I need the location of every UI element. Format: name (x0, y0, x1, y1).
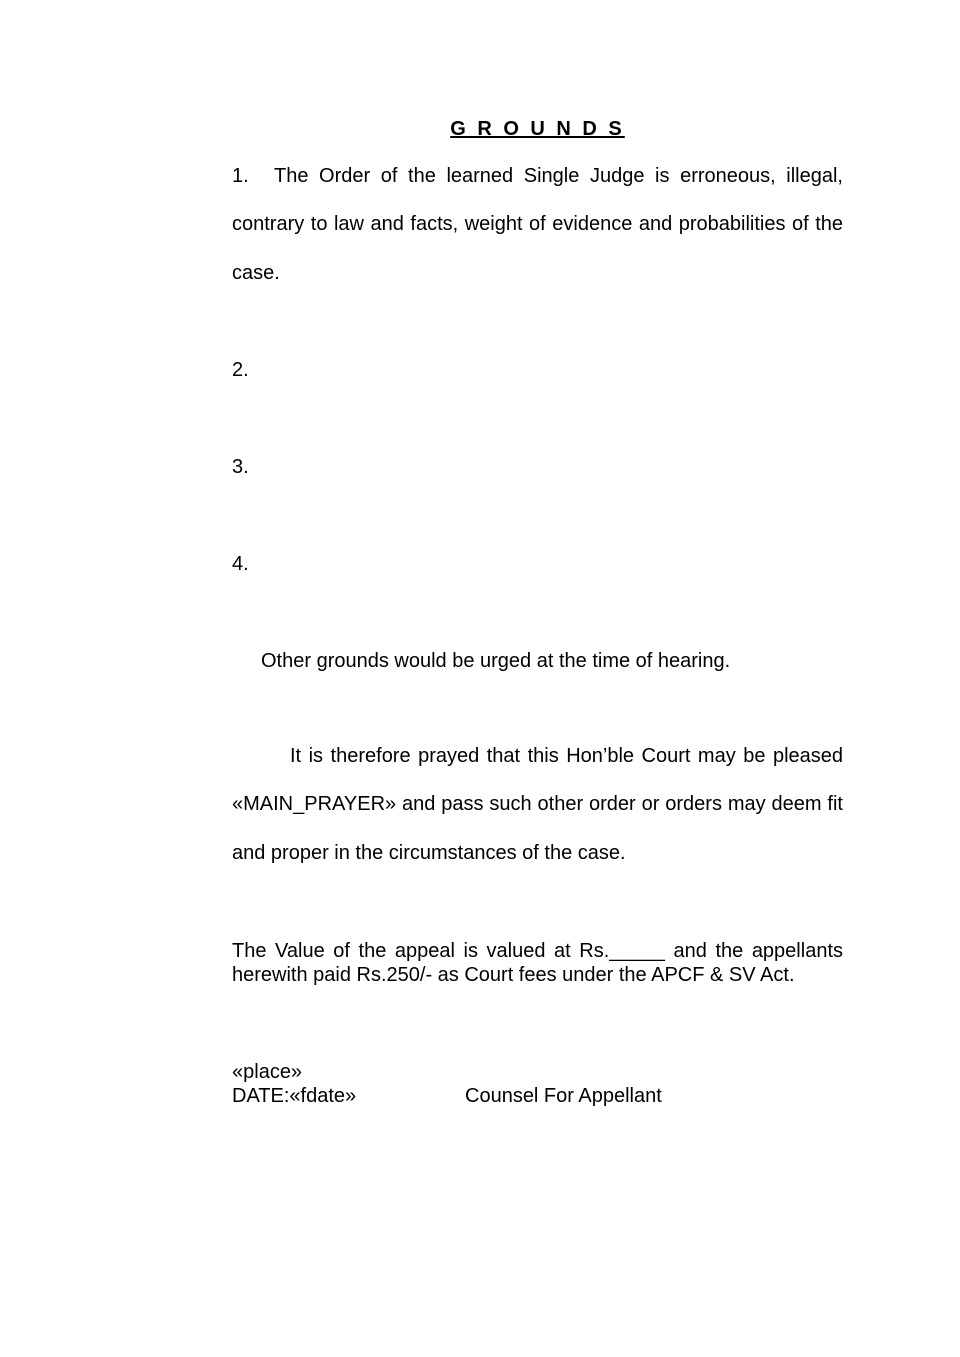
ground-text: The Order of the learned Single Judge is erroneous, illegal, contrary to law and facts, weight of evidence and probabilities of the case. (232, 165, 843, 284)
prayer-paragraph: It is therefore prayed that this Hon’ble Court may be pleased «MAIN_PRAYER» and pass such other order or orders may deem fit and proper in the circumstances of the case. (232, 745, 843, 864)
date-line: DATE:«fdate» (232, 1085, 357, 1107)
ground-number: 4. (232, 553, 249, 575)
ground-number: 1. (232, 165, 249, 187)
place-line: «place» (232, 1061, 303, 1083)
other-grounds-text: Other grounds would be urged at the time of hearing. (261, 650, 731, 672)
counsel-signature: Counsel For Appellant (465, 1085, 662, 1107)
ground-number: 2. (232, 359, 249, 381)
ground-number: 3. (232, 456, 249, 478)
ground-item-3 (232, 455, 249, 479)
ground-item-1 (232, 152, 843, 297)
grounds-heading: G R O U N D S (450, 118, 625, 140)
ground-item-2 (232, 358, 249, 382)
ground-item-4 (232, 552, 249, 576)
valuation-paragraph: The Value of the appeal is valued at Rs._____ and the appellants herewith paid Rs.250/- as Court fees under the APCF & SV Act. (232, 940, 843, 986)
